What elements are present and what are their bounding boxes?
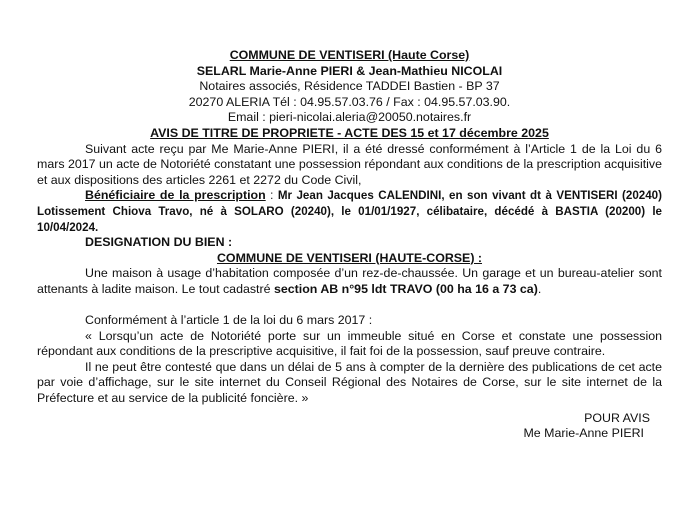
designation-text-start: Une maison à usage d’habitation composée d’un rez-de-chaussée. Un garage et un bureau-atelier sont attenants à ladite maison. Le tout cadastré [37,266,662,296]
avis-title: AVIS DE TITRE DE PROPRIETE - ACTE DES 15 et 17 décembre 2025 [150,125,549,140]
email-line: Email : pieri-nicolai.aleria@20050.notaires.fr [227,110,472,125]
loi-paragraph-1: « Lorsqu’un acte de Notoriété porte sur un immeuble situé en Corse et constate une possession répondant aux conditions de la prescriptive acquisitive, il fait foi de la possession, sauf preuve contraire. [37,328,662,359]
beneficiaire-paragraph [37,188,662,235]
beneficiaire-text: Mr Jean Jacques CALENDINI, en son vivant dt à VENTISERI (20240) Lotissement Chiova Travo, né à SOLARO (20240), le 01/01/1927, célibataire, décédé à BASTIA (20200) le 10/04/2024. [37,189,662,234]
legal-notice [37,48,662,442]
cadastre-reference: section AB n°95 ldt TRAVO (00 ha 16 a 73 ca) [273,281,538,296]
notaires-line: Notaires associés, Résidence TADDEI Bastien - BP 37 [199,79,500,94]
designation-paragraph [37,266,662,297]
designation-title: DESIGNATION DU BIEN : [85,235,233,250]
intro-paragraph: Suivant acte reçu par Me Marie-Anne PIERI, il a été dressé conformément à l’Article 1 de la Loi du 6 mars 2017 un acte de Notoriété constatant une possession répondant aux conditions de la prescription acquisitive et aux dispositions des articles 2261 et 2272 du Code Civil, [37,141,662,187]
designation-text-end: . [537,281,542,296]
selarl-name: SELARL Marie-Anne PIERI & Jean-Mathieu NICOLAI [196,63,503,78]
signatory-name: Me Marie-Anne PIERI [523,426,644,441]
beneficiaire-sep: : [265,189,278,203]
loi-intro: Conformément à l’article 1 de la loi du 6 mars 2017 : [85,313,373,328]
address-line: 20270 ALERIA Tél : 04.95.57.03.76 / Fax : 04.95.57.03.90. [188,94,511,109]
commune-heading: COMMUNE DE VENTISERI (Haute Corse) [229,48,470,62]
designation-commune: COMMUNE DE VENTISERI (HAUTE-CORSE) : [216,250,483,265]
loi-paragraph-2: Il ne peut être contesté que dans un délai de 5 ans à compter de la dernière des publications de cet acte par voie d’affichage, sur le site internet du Conseil Régional des Notaires de Corse, sur le site internet de la Préfecture et au service de la publicité foncière. » [37,359,662,406]
pour-avis: POUR AVIS [584,410,650,425]
beneficiaire-label: Bénéficiaire de la prescription [85,188,266,203]
